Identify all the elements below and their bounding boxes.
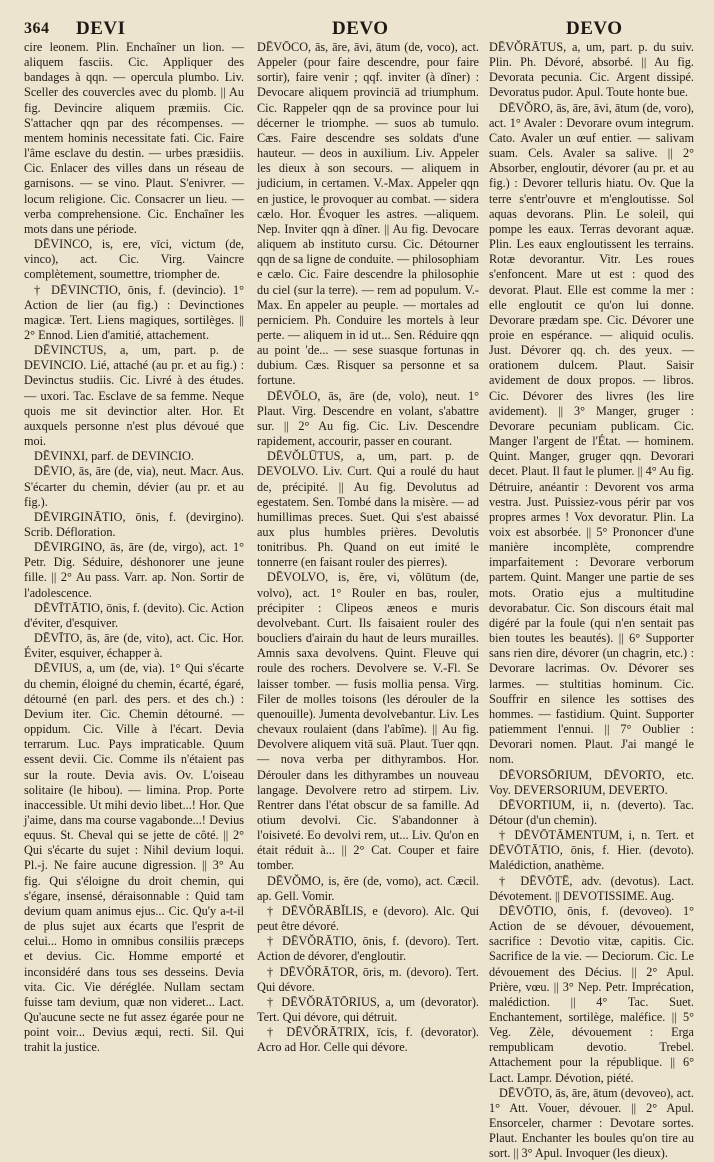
dictionary-entry: † DĒVŎRĀTOR, ōris, m. (devoro). Tert. Qui dévore. (257, 964, 479, 994)
text-column-middle (257, 40, 479, 1060)
dictionary-entry: DĒVŌCO, ās, āre, āvi, ātum (de, voco), act. Appeler (pour faire descendre, pour faire sortir), faire venir ; qqf. inviter (à dîner) : Devocare aliquem provinciā ad triumphum. Cic. Rappeler qqn de sa province pour lui décerner le triomphe. — suos ab tumulo. Cæs. Faire descendre ses soldats d'une hauteur. — deos in auxilium. Liv. Appeler les dieux à son secours. — aliquem in judicium, in certamen. V.-Max. Appeler qqn en justice, le provoquer au combat. — sidera cælo. Hor. Évoquer les astres. —aliquem. Nep. Inviter qqn à dîner. || Au fig. Devocare aliquem ab instituto cursu. Cic. Détourner qqn de sa ligne de conduite. — philosophiam e cælo. Cic. Faire descendre la philosophie du ciel (sur la terre). — rem ad populum. V.-Max. En appeler au peuple. — mortales ad perniciem. Ph. Conduire les mortels à leur perte. — aliquem in id ut... Sen. Réduire qqn au point 'de... — sese suasque fortunas in dubium. Cæs. Risquer sa personne et sa fortune. (257, 40, 479, 388)
dictionary-entry: DĒVŌLO, ās, āre (de, volo), neut. 1° Plaut. Virg. Descendre en volant, s'abattre sur. || 2° Au fig. Cic. Liv. Descendre rapidement, accourir, passer en courant. (257, 388, 479, 449)
dictionary-entry: DĒVŌTO, ās, āre, ātum (devoveo), act. 1° Att. Vouer, dévouer. || 2° Apul. Ensorceler, charmer : Devotare sortes. Plaut. Enchanter les boules qu'on tire au sort. || 3° Apul. Invoquer (les dieux). (489, 1085, 694, 1161)
dictionary-entry: † DĒVINCTIO, ōnis, f. (devincio). 1° Action de lier (au fig.) : Devinctiones magicæ. Tert. Liens magiques, sortilèges. || 2° Ennod. Lien d'amitié, attachement. (24, 282, 244, 342)
dictionary-entry: cire leonem. Plin. Enchaîner un lion. — aliquem fasciis. Cic. Appliquer des bandages à qqn. — opercula plumbo. Liv. Sceller des couvercles avec du plomb. || Au fig. Devincire aliquem præmiis. Cic. S'attacher qqn par des récompenses. — mentem hominis necessitate fati. Cic. Faire l'âme esclave du destin. — urbes præsidiis. Cic. Enlacer des villes dans un réseau de garnisons. — se vino. Plaut. S'enivrer. — locum religione. Cic. Consacrer un lieu. — verba comprehensione. Cic. Enchaîner les mots dans une période. (24, 40, 244, 236)
dictionary-entry: DĒVIO, ās, āre (de, via), neut. Macr. Aus. S'écarter du chemin, dévier (au pr. et au fig.). (24, 464, 244, 509)
header-center-word: DEVO (332, 18, 389, 39)
dictionary-entry: DĒVORTIUM, ii, n. (deverto). Tac. Détour (d'un chemin). (489, 797, 694, 827)
dictionary-entry: DĒVINCTUS, a, um, part. p. de DEVINCIO. Lié, attaché (au pr. et au fig.) : Devinctus studiis. Cic. Livré à des études. — uxori. Tac. Esclave de sa femme. Neque quois me sit devinctior alter. Hor. Et auxquels personne n'est plus dévoué que moi. (24, 343, 244, 449)
dictionary-entry: DĒVĪTO, ās, āre (de, vito), act. Cic. Hor. Éviter, esquiver, échapper à. (24, 631, 244, 661)
dictionary-entry: † DĒVŎRĀTŌRIUS, a, um (devorator). Tert. Qui dévore, qui détruit. (257, 994, 479, 1024)
text-column-right (489, 40, 694, 1161)
dictionary-entry: DĒVORSŌRIUM, DĒVORTO, etc. Voy. DEVERSORIUM, DEVERTO. (489, 767, 694, 797)
page-number: 364 (24, 20, 50, 37)
dictionary-entry: DĒVŎRĀTUS, a, um, part. p. du suiv. Plin. Ph. Dévoré, absorbé. || Au fig. Devorata pecunia. Cic. Argent dissipé. Devoratus pudor. Apul. Toute honte bue. (489, 40, 694, 100)
dictionary-entry: DĒVIRGINO, ās, āre (de, virgo), act. 1° Petr. Dig. Séduire, déshonorer une jeune fille. || 2° Au pass. Varr. ap. Non. Sortir de l'adolescence. (24, 540, 244, 600)
header-left-word: DEVI (76, 18, 126, 39)
dictionary-entry: † DĒVŎRĀTRIX, īcis, f. (devorator). Acro ad Hor. Celle qui dévore. (257, 1025, 479, 1055)
header-right-word: DEVO (566, 18, 623, 39)
running-header (24, 18, 696, 42)
dictionary-entry: † DĒVŌTĒ, adv. (devotus). Lact. Dévotement. || DEVOTISSIME. Aug. (489, 873, 694, 903)
dictionary-entry: DĒVIUS, a, um (de, via). 1° Qui s'écarte du chemin, éloigné du chemin, écarté, égaré, détourné (en parl. des pers. et des ch.) : Devium iter. Cic. Chemin détourné. — oppidum. Cic. Ville à l'écart. Devia terrarum. Luc. Pays impraticable. Quum essent devii. Cic. Comme ils n'étaient pas sur la route. Devia avis. Ov. L'oiseau solitaire (le hibou). — limina. Prop. Porte inaccessible. Ut mihi devio libet...! Hor. Que j'aime, dans ma course vagabonde...! Devius equus. St. Cheval qui se jette de côté. || 2° Qui s'écarte du sujet : Nihil devium loqui. Pl.-j. Ne faire aucune digression. || 3° Au fig. Qui s'éloigne du droit chemin, qui s'égare, insensé, déraisonnable : Quid tam devium quam animus ejus... Cic. Qu'y a-t-il de plus sujet aux écarts que l'esprit de celui... Homo in omnibus consiliis præceps et devius. Cic. Homme emporté et inconsidéré dans tous ses desseins. Devia vita. Cic. Vie déréglée. Nullam sectam fuisse tam devium, quæ non videret... Lact. Qu'aucune secte ne fut assez égarée pour ne point voir... Devius æqui, recti. Sil. Qui trahit la justice. (24, 661, 244, 1055)
dictionary-entry: DĒVŎLŪTUS, a, um, part. p. de DEVOLVO. Liv. Curt. Qui a roulé du haut de, précipité. || Au fig. Devolutus ad egestatem. Sen. Tombé dans la misère. — ad humillimas preces. Suet. Qui s'est abaissé aux plus humbles prières. Devolutis tonitribus. Ph. Quand on eut imité le tonnerre (en faisant rouler des pierres). (257, 449, 479, 570)
dictionary-entry: † DĒVŎRĀTIO, ōnis, f. (devoro). Tert. Action de dévorer, d'engloutir. (257, 934, 479, 964)
dictionary-entry: DĒVIRGINĀTIO, ōnis, f. (devirgino). Scrib. Défloration. (24, 509, 244, 539)
dictionary-entry: DĒVINCO, is, ere, vīci, victum (de, vinco), act. Cic. Virg. Vaincre complètement, soumettre, triompher de. (24, 237, 244, 282)
dictionary-entry: DĒVŎRO, ās, āre, āvi, ātum (de, voro), act. 1° Avaler : Devorare ovum integrum. Cato. Avaler un œuf entier. — salivam suam. Cels. Avaler sa salive. || 2° Absorber, engloutir, dévorer (au pr. et au fig.) : Devorer telluris hiatu. Ov. Que la terre s'entr'ouvre et m'engloutisse. Sol aquas devorans. Plin. Le soleil, qui pompe les eaux. Terras devorant aquæ. Plin. Les eaux engloutissent les terrains. Rotæ devorantur. Vitr. Les roues s'enfoncent. Mare ut est : quod des devorat. Plaut. Elle est comme la mer : elle engloutit ce qu'on lui donne. Devorare prædam spe. Cic. Dévorer une proie en espérance. — aliquid oculis. Just. Dévorer qq. ch. des yeux. — orationem dulcem. Plaut. Saisir avidement de doux propos. — libros. Cic. Dévorer des livres (les lire avidement). || 3° Manger, gruger : Devorare pecuniam publicam. Cic. Manger l'argent de l'État. — hominem. Quint. Manger, gruger qqn. Devorari decet. Plaut. Il faut le plumer. || 4° Au fig. Détruire, anéantir : Devorent vos arma vestra. Just. Puissiez-vous périr par vos propres armes ! Vox devoratur. Plin. La voix est absorbée. || 5° Prononcer d'une manière incomplète, comprendre imparfaitement : Devorare verborum partem. Quint. Manger une partie de ses mots. Oratio ejus a multitudine devorabatur. Cic. Son discours était mal digéré par la foule (qui n'en sentait pas bien toutes les beautés). || 6° Supporter sans rien dire, dévorer (un chagrin, etc.) : Devorare lacrimas. Ov. Dévorer ses larmes. — stultitias hominum. Cic. Souffrir en silence les sottises des hommes. — fastidium. Quint. Supporter patiemment l'ennui. || 7° Oublier : Devorari nomen. Plaut. J'ai mangé le nom. (489, 100, 694, 767)
dictionary-entry: DĒVŎMO, is, ĕre (de, vomo), act. Cæcil. ap. Gell. Vomir. (257, 873, 479, 903)
dictionary-entry: † DĒVŌTĀMENTUM, i, n. Tert. et DĒVŌTĀTIO, ōnis, f. Hier. (devoto). Malédiction, anathème. (489, 828, 694, 873)
dictionary-entry: DĒVŌTIO, ōnis, f. (devoveo). 1° Action de se dévouer, dévouement, sacrifice : Devotio vitæ, capitis. Cic. Sacrifice de la vie. — Deciorum. Cic. Le dévouement des Décius. || 2° Apul. Prière, vœu. || 3° Nep. Petr. Imprécation, malédiction. || 4° Tac. Suet. Enchantement, sortilège, maléfice. || 5° Veg. Zèle, dévouement : Erga rempublicam devotio. Trebel. Attachement pour la république. || 6° Lact. Lampr. Dévotion, piété. (489, 903, 694, 1085)
dictionary-entry: † DĒVŎRĀBĬLIS, e (devoro). Alc. Qui peut être dévoré. (257, 903, 479, 934)
text-column-left (24, 40, 244, 1060)
dictionary-entry: DĒVINXI, parf. de DEVINCIO. (34, 449, 194, 464)
dictionary-entry: DĒVOLVO, is, ĕre, vi, vŏlūtum (de, volvo), act. 1° Rouler en bas, rouler, précipiter : Clipeos æneos e muris devolvebant. Curt. Ils faisaient rouler des boucliers d'airain du haut de leurs murailles. Amnis saxa devolvens. Quint. Fleuve qui roule des rochers. Devolvere se. V.-Fl. Se laisser tomber. — fusis mollia pensa. Virg. Filer de molles toisons (les dérouler de la quenouille). Jumenta devolvebantur. Liv. Les chevaux roulaient (dans l'abîme). || Au fig. Devolvere aliquem vitā suā. Plaut. Tuer qqn. — nova verba per dithyrambos. Hor. Dérouler dans les dithyrambes un nouveau langage. Devolvere retro ad stirpem. Liv. Rentrer dans l'état obscur de sa famille. Ad otium devolvi. Cic. S'abandonner à l'oisiveté. Eo devolvi rem, ut... Liv. Qu'on en était réduit à... || 2° Cat. Couper et faire tomber. (257, 570, 479, 873)
dictionary-entry: DĒVĪTĀTIO, ōnis, f. (devito). Cic. Action d'éviter, d'esquiver. (24, 600, 244, 630)
